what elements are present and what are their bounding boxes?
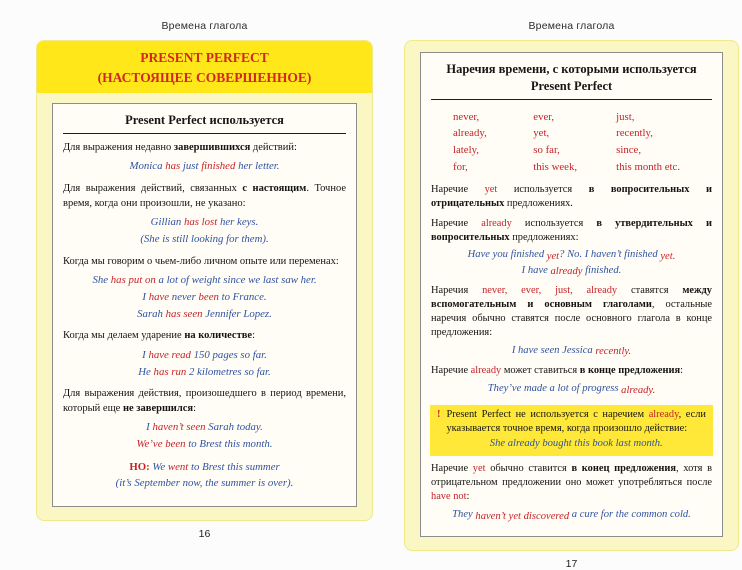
text-run: went: [167, 460, 189, 473]
example-line: [431, 263, 712, 278]
adverb-column: [616, 109, 712, 176]
text-run: already: [481, 217, 512, 229]
text-run: :: [680, 365, 683, 377]
text-run: (She is still looking for them).: [140, 232, 269, 245]
text-run: to Brest this month.: [185, 438, 273, 450]
warning-example: [446, 436, 706, 451]
example-group: [63, 347, 346, 380]
example-group: [63, 272, 346, 322]
example-group: [63, 419, 346, 452]
running-head: Времена глагола: [528, 20, 615, 32]
text-run: has lost: [183, 216, 218, 229]
page-right: [404, 20, 739, 570]
text-run: завершившихся: [173, 142, 251, 153]
page-frame-right: [404, 40, 739, 551]
example-group: [431, 381, 712, 396]
example-line: [63, 158, 346, 175]
text-run: :: [252, 330, 255, 342]
text-run: a cure for the common cold.: [569, 509, 691, 521]
page-number-left: 16: [198, 528, 211, 541]
box-title: [431, 61, 712, 100]
adverb: since,: [616, 144, 642, 157]
adverb-columns: [431, 107, 712, 177]
text-run: между вспомогательным и основным глаголами: [431, 285, 713, 311]
adverb: just,: [616, 110, 635, 123]
page-number-right: 17: [565, 558, 578, 570]
page-frame-left: [36, 40, 373, 521]
text-run: I: [142, 348, 149, 361]
example-line: [63, 364, 346, 381]
text-run: . Точное время, когда они произошли, не указано:: [63, 183, 346, 209]
text-run: has run: [153, 365, 187, 378]
text-run: yet.: [660, 250, 676, 262]
text-run: yet: [472, 463, 486, 475]
rule-paragraph: [63, 255, 346, 269]
example-line: [63, 289, 346, 306]
example-line: [431, 247, 712, 262]
adverb: ever,: [533, 110, 555, 123]
text-run: has: [165, 160, 181, 173]
content-blocks-right: [431, 107, 712, 523]
text-run: Наречие: [431, 217, 482, 229]
text-run: 150 pages so far.: [190, 348, 267, 361]
text-run: already: [648, 408, 679, 420]
example-line: [63, 272, 346, 289]
text-run: She: [92, 274, 111, 287]
text-run: already: [550, 266, 583, 278]
text-run: , остальные наречия обычно ставятся после основного глагола в конце предложения:: [431, 299, 712, 338]
text-run: Когда мы говорим о чьем-либо личном опыте или переменах:: [63, 255, 339, 267]
text-run: Present Perfect не используется с наречием: [446, 408, 649, 420]
rule-paragraph: [431, 364, 712, 378]
text-run: her letter.: [235, 160, 280, 173]
example-line: [63, 475, 346, 492]
text-run: :: [193, 402, 197, 414]
text-run: используется: [497, 183, 589, 195]
rule-paragraph: [63, 329, 346, 343]
text-run: в вопросительных и отрицательных: [431, 183, 712, 209]
text-run: действий:: [250, 142, 297, 153]
text-run: Наречия: [431, 285, 483, 297]
text-run: обычно ставится: [485, 463, 572, 475]
text-run: Have you finished: [467, 249, 547, 261]
text-run: have not: [431, 491, 467, 503]
text-run: I: [142, 290, 149, 303]
example-group: [63, 214, 346, 247]
text-run: We: [152, 460, 168, 473]
text-run: :: [466, 491, 470, 503]
text-run: Для выражения действий, связанных: [63, 183, 243, 195]
text-run: yet: [484, 183, 498, 195]
text-run: has put on: [110, 274, 156, 287]
adverb: this week,: [533, 160, 578, 173]
text-run: yet: [546, 250, 560, 262]
adverb-column: [453, 109, 533, 176]
content-box-left: [52, 103, 357, 507]
text-run: в конец предложения: [571, 463, 677, 475]
example-line: [431, 343, 712, 358]
warning-text: [446, 408, 706, 452]
text-run: haven’t seen: [152, 421, 206, 434]
adverb: so far,: [533, 144, 560, 157]
text-run: НО:: [129, 460, 153, 473]
running-head: Времена глагола: [161, 20, 248, 32]
text-run: предложениях:: [509, 231, 579, 243]
adverb: for,: [453, 160, 468, 173]
text-run: have read: [148, 348, 191, 361]
text-run: Jennifer Lopez.: [202, 307, 272, 320]
banner-line-2: (НАСТОЯЩЕЕ СОВЕРШЕННОЕ): [97, 69, 312, 85]
text-run: Наречие: [431, 183, 485, 195]
text-run: , если указывается точное время, когда произошло действие:: [446, 408, 706, 434]
rule-paragraph: [431, 462, 712, 504]
text-run: already.: [621, 384, 656, 396]
rule-paragraph: [63, 182, 346, 211]
text-run: never, ever, just, already: [482, 285, 618, 297]
example-line: [63, 231, 346, 248]
text-run: с настоящим: [242, 183, 307, 195]
text-run: her keys.: [217, 216, 259, 229]
example-line: [63, 459, 346, 476]
example-group: [431, 507, 712, 522]
adverb: recently,: [616, 127, 653, 140]
example-line: [63, 436, 346, 453]
text-run: They’ve made a lot of progress: [487, 383, 622, 395]
text-run: I: [146, 421, 153, 434]
text-run: to France.: [218, 290, 267, 303]
content-blocks-left: [63, 141, 346, 492]
text-run: Sarah today.: [205, 421, 263, 434]
text-run: haven’t yet discovered: [475, 510, 570, 522]
rule-paragraph: [431, 284, 712, 340]
warning-paragraph: [446, 408, 706, 436]
text-run: a lot of weight since we last saw her.: [155, 274, 317, 287]
text-run: recently.: [595, 346, 632, 358]
adverb: this month etc.: [616, 160, 681, 173]
chapter-title-banner: [37, 41, 372, 93]
text-run: Gillian: [150, 216, 184, 229]
page-left: [36, 20, 373, 540]
example-line: [63, 347, 346, 364]
text-run: never: [169, 290, 199, 303]
adverb: never,: [453, 110, 480, 123]
box-title: Present Perfect используется: [63, 112, 346, 134]
text-run: Когда мы делаем ударение: [63, 330, 185, 342]
example-group: [63, 459, 346, 492]
text-run: They: [452, 509, 476, 521]
text-run: Для выражения действия, произошедшего в период времени, который еще: [63, 388, 346, 414]
example-line: [63, 214, 346, 231]
example-line: [63, 419, 346, 436]
box-title-line-2: Present Perfect: [530, 78, 613, 93]
adverb: lately,: [453, 144, 479, 157]
text-run: to Brest this summer: [188, 460, 280, 473]
text-run: Наречие: [431, 463, 473, 475]
text-run: Для выражения недавно: [63, 142, 174, 153]
rule-paragraph: [63, 141, 346, 155]
example-group: [63, 158, 346, 175]
warning-note: [430, 405, 713, 457]
text-run: может ставиться: [501, 365, 580, 377]
text-run: I have seen Jessica: [511, 344, 596, 356]
text-run: Monica: [129, 160, 166, 173]
text-run: I have: [521, 264, 551, 276]
text-run: She already bought this book last month.: [489, 437, 663, 449]
rule-paragraph: [431, 183, 712, 211]
text-run: We’ve been: [136, 438, 186, 450]
text-run: 2 kilometres so far.: [186, 365, 271, 378]
text-run: have: [148, 290, 170, 303]
text-run: , хотя в отрицательном предложении оно может употребляться после: [431, 463, 712, 489]
text-run: предложениях.: [504, 197, 573, 209]
example-line: [63, 306, 346, 323]
content-box-right: [420, 52, 723, 537]
adverb: already,: [453, 127, 487, 140]
text-run: используется: [511, 217, 597, 229]
text-run: finished.: [582, 264, 622, 276]
text-run: He: [138, 365, 154, 378]
rule-paragraph: [431, 217, 712, 245]
text-run: has seen: [165, 307, 203, 320]
adverb-column: [533, 109, 616, 176]
example-group: [431, 343, 712, 358]
text-run: Наречие: [431, 365, 471, 377]
text-run: already: [470, 365, 502, 377]
text-run: не завершился: [122, 402, 194, 414]
rule-paragraph: [63, 387, 346, 416]
text-run: (it’s September now, the summer is over).: [115, 477, 294, 490]
text-run: ставятся: [617, 285, 683, 297]
text-run: finished: [201, 160, 236, 173]
box-title-line-1: Наречия времени, с которыми используется: [446, 62, 697, 76]
text-run: в конце предложения: [579, 365, 681, 377]
example-group: [431, 247, 712, 278]
banner-line-1: PRESENT PERFECT: [140, 50, 269, 65]
text-run: ? No. I haven’t finished: [559, 249, 661, 261]
adverb: yet,: [533, 127, 550, 140]
text-run: just: [180, 160, 202, 173]
text-run: на количестве: [184, 330, 253, 342]
exclamation-icon: !: [437, 408, 441, 420]
text-run: Sarah: [137, 307, 166, 320]
example-line: [431, 507, 712, 522]
text-run: в утвердительных и вопросительных: [431, 217, 712, 243]
example-line: [431, 381, 712, 396]
text-run: been: [198, 290, 219, 303]
